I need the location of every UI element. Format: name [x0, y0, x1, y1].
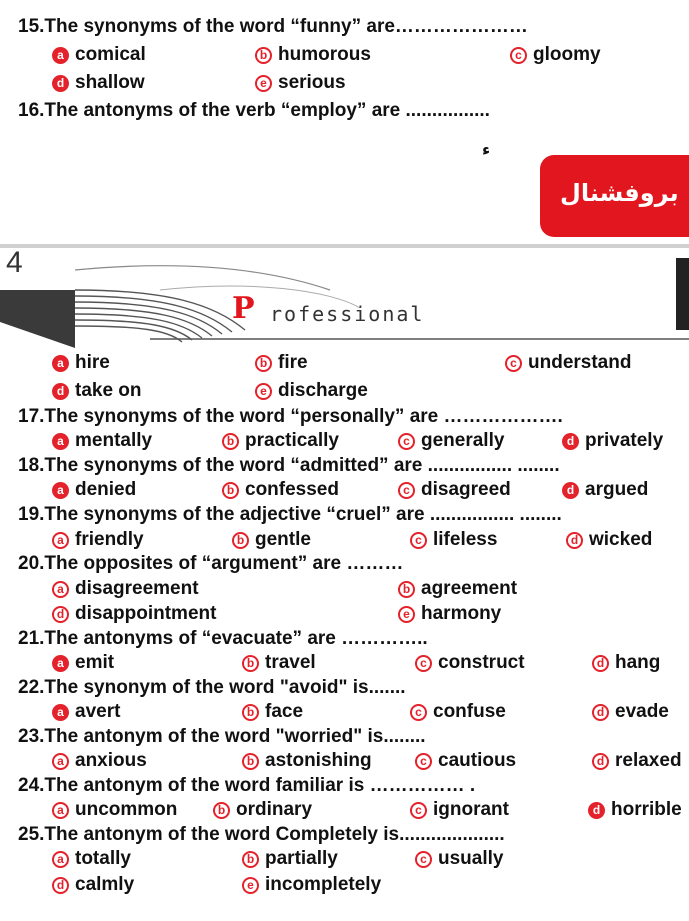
question-22: 22.The synonym of the word "avoid" is.......	[18, 677, 406, 698]
option-label: anxious	[75, 750, 147, 771]
option-letter-a: a	[52, 47, 69, 64]
option-label: hang	[615, 652, 661, 673]
option-letter-d: d	[52, 75, 69, 92]
option-label: incompletely	[265, 874, 382, 895]
professional-header-graphic	[0, 250, 689, 348]
question-21: 21.The antonyms of “evacuate” are …………..	[18, 628, 428, 649]
question-17: 17.The synonyms of the word “personally” are ……………….	[18, 406, 563, 427]
option-letter-a: a	[52, 532, 69, 549]
option-label: harmony	[421, 603, 502, 624]
option-a[interactable]	[52, 430, 152, 452]
question-25: 25.The antonym of the word Completely is....................	[18, 824, 505, 845]
option-e[interactable]	[398, 603, 501, 625]
pro-letter: P	[232, 291, 255, 326]
option-letter-a: a	[52, 655, 69, 672]
option-label: disagreed	[421, 479, 511, 500]
option-b[interactable]	[222, 479, 339, 501]
option-label: ignorant	[433, 799, 509, 820]
option-c[interactable]	[398, 430, 504, 452]
option-label: partially	[265, 848, 338, 869]
option-label: emit	[75, 652, 115, 673]
option-letter-c: c	[398, 482, 415, 499]
option-letter-e: e	[398, 606, 415, 623]
option-d[interactable]	[592, 652, 660, 674]
pro-text: rofessional	[270, 302, 425, 326]
option-letter-b: b	[255, 47, 272, 64]
option-label: horrible	[611, 799, 682, 820]
option-d[interactable]	[52, 380, 142, 402]
question-15: 15.The synonyms of the word “funny” are…………………	[18, 16, 528, 37]
option-letter-c: c	[505, 355, 522, 372]
option-letter-d: d	[592, 655, 609, 672]
option-c[interactable]	[510, 44, 601, 66]
option-a[interactable]	[52, 750, 147, 772]
option-c[interactable]	[415, 848, 503, 870]
option-label: comical	[75, 44, 146, 65]
option-d[interactable]	[52, 874, 134, 896]
option-c[interactable]	[398, 479, 511, 501]
option-letter-b: b	[242, 851, 259, 868]
option-label: confessed	[245, 479, 339, 500]
option-b[interactable]	[242, 701, 303, 723]
option-letter-b: b	[242, 704, 259, 721]
option-c[interactable]	[505, 352, 631, 374]
option-label: agreement	[421, 578, 518, 599]
option-e[interactable]	[242, 874, 381, 896]
option-letter-a: a	[52, 355, 69, 372]
option-label: disagreement	[75, 578, 199, 599]
option-letter-b: b	[242, 655, 259, 672]
brand-banner	[540, 155, 689, 237]
option-label: fire	[278, 352, 308, 373]
option-label: discharge	[278, 380, 368, 401]
option-b[interactable]	[213, 799, 312, 821]
option-letter-e: e	[255, 75, 272, 92]
right-dark-block	[676, 258, 689, 330]
option-label: wicked	[589, 529, 653, 550]
option-e[interactable]	[255, 380, 368, 402]
option-letter-b: b	[242, 753, 259, 770]
option-e[interactable]	[255, 72, 346, 94]
option-label: cautious	[438, 750, 517, 771]
option-label: understand	[528, 352, 632, 373]
option-letter-b: b	[255, 355, 272, 372]
option-label: astonishing	[265, 750, 372, 771]
option-d[interactable]	[592, 701, 669, 723]
option-letter-a: a	[52, 753, 69, 770]
option-label: confuse	[433, 701, 506, 722]
option-label: construct	[438, 652, 525, 673]
option-label: relaxed	[615, 750, 682, 771]
option-label: take on	[75, 380, 142, 401]
option-letter-d: d	[52, 606, 69, 623]
option-b[interactable]	[398, 578, 517, 600]
option-b[interactable]	[242, 750, 372, 772]
option-label: humorous	[278, 44, 371, 65]
question-20: 20.The opposites of “argument” are ………	[18, 553, 404, 574]
question-24: 24.The antonym of the word familiar is …………… .	[18, 775, 476, 796]
option-letter-d: d	[592, 753, 609, 770]
option-letter-a: a	[52, 802, 69, 819]
option-letter-c: c	[410, 704, 427, 721]
question-23: 23.The antonym of the word "worried" is........	[18, 726, 426, 747]
option-b[interactable]	[255, 44, 371, 66]
option-b[interactable]	[255, 352, 308, 374]
option-d[interactable]	[588, 799, 682, 821]
option-label: practically	[245, 430, 339, 451]
option-letter-c: c	[415, 851, 432, 868]
option-label: uncommon	[75, 799, 178, 820]
option-a[interactable]	[52, 799, 177, 821]
option-letter-b: b	[222, 433, 239, 450]
option-d[interactable]	[52, 72, 145, 94]
page-divider	[0, 244, 689, 248]
option-label: privately	[585, 430, 664, 451]
option-label: gentle	[255, 529, 311, 550]
option-a[interactable]	[52, 479, 136, 501]
option-letter-c: c	[415, 655, 432, 672]
question-18: 18.The synonyms of the word “admitted” are ................ ........	[18, 455, 560, 476]
option-label: friendly	[75, 529, 144, 550]
option-a[interactable]	[52, 352, 110, 374]
option-d[interactable]	[562, 479, 648, 501]
option-letter-d: d	[566, 532, 583, 549]
option-letter-b: b	[398, 581, 415, 598]
question-19: 19.The synonyms of the adjective “cruel” are ................ ........	[18, 504, 562, 525]
option-label: avert	[75, 701, 121, 722]
option-a[interactable]	[52, 701, 120, 723]
option-label: hire	[75, 352, 110, 373]
dark-wedge-shape	[0, 290, 75, 348]
option-label: denied	[75, 479, 137, 500]
option-letter-a: a	[52, 851, 69, 868]
option-letter-b: b	[222, 482, 239, 499]
option-label: ordinary	[236, 799, 313, 820]
option-b[interactable]	[242, 652, 316, 674]
question-16: 16.The antonyms of the verb “employ” are ................	[18, 100, 490, 121]
option-a[interactable]	[52, 652, 114, 674]
option-letter-e: e	[242, 877, 259, 894]
option-letter-a: a	[52, 704, 69, 721]
arabic-mark: ء	[482, 142, 491, 159]
option-letter-d: d	[592, 704, 609, 721]
option-c[interactable]	[410, 529, 497, 551]
option-d[interactable]	[52, 603, 216, 625]
option-d[interactable]	[566, 529, 652, 551]
option-label: calmly	[75, 874, 135, 895]
option-letter-e: e	[255, 383, 272, 400]
option-letter-b: b	[232, 532, 249, 549]
option-label: lifeless	[433, 529, 498, 550]
option-letter-a: a	[52, 433, 69, 450]
option-label: evade	[615, 701, 669, 722]
option-label: generally	[421, 430, 505, 451]
option-d[interactable]	[562, 430, 663, 452]
option-letter-c: c	[415, 753, 432, 770]
option-b[interactable]	[222, 430, 339, 452]
option-label: travel	[265, 652, 316, 673]
option-letter-d: d	[588, 802, 605, 819]
option-c[interactable]	[415, 750, 516, 772]
option-a[interactable]	[52, 848, 131, 870]
option-label: gloomy	[533, 44, 601, 65]
option-letter-a: a	[52, 581, 69, 598]
option-label: disappointment	[75, 603, 217, 624]
option-letter-d: d	[52, 877, 69, 894]
option-c[interactable]	[415, 652, 525, 674]
option-letter-d: d	[562, 433, 579, 450]
stripe-lines	[75, 290, 245, 342]
option-label: serious	[278, 72, 346, 93]
option-a[interactable]	[52, 44, 146, 66]
option-label: shallow	[75, 72, 145, 93]
option-label: usually	[438, 848, 504, 869]
option-c[interactable]	[410, 799, 509, 821]
option-b[interactable]	[242, 848, 338, 870]
option-c[interactable]	[410, 701, 506, 723]
option-letter-d: d	[562, 482, 579, 499]
option-d[interactable]	[592, 750, 682, 772]
option-a[interactable]	[52, 578, 199, 600]
option-letter-c: c	[410, 802, 427, 819]
option-label: face	[265, 701, 304, 722]
page-number: 4	[6, 246, 23, 279]
option-b[interactable]	[232, 529, 311, 551]
option-letter-c: c	[510, 47, 527, 64]
option-a[interactable]	[52, 529, 144, 551]
option-letter-c: c	[410, 532, 427, 549]
option-letter-b: b	[213, 802, 230, 819]
option-letter-d: d	[52, 383, 69, 400]
option-letter-a: a	[52, 482, 69, 499]
option-label: totally	[75, 848, 131, 869]
option-label: mentally	[75, 430, 153, 451]
brand-arabic-text: بروفشنال	[560, 179, 679, 207]
option-label: argued	[585, 479, 649, 500]
option-letter-c: c	[398, 433, 415, 450]
